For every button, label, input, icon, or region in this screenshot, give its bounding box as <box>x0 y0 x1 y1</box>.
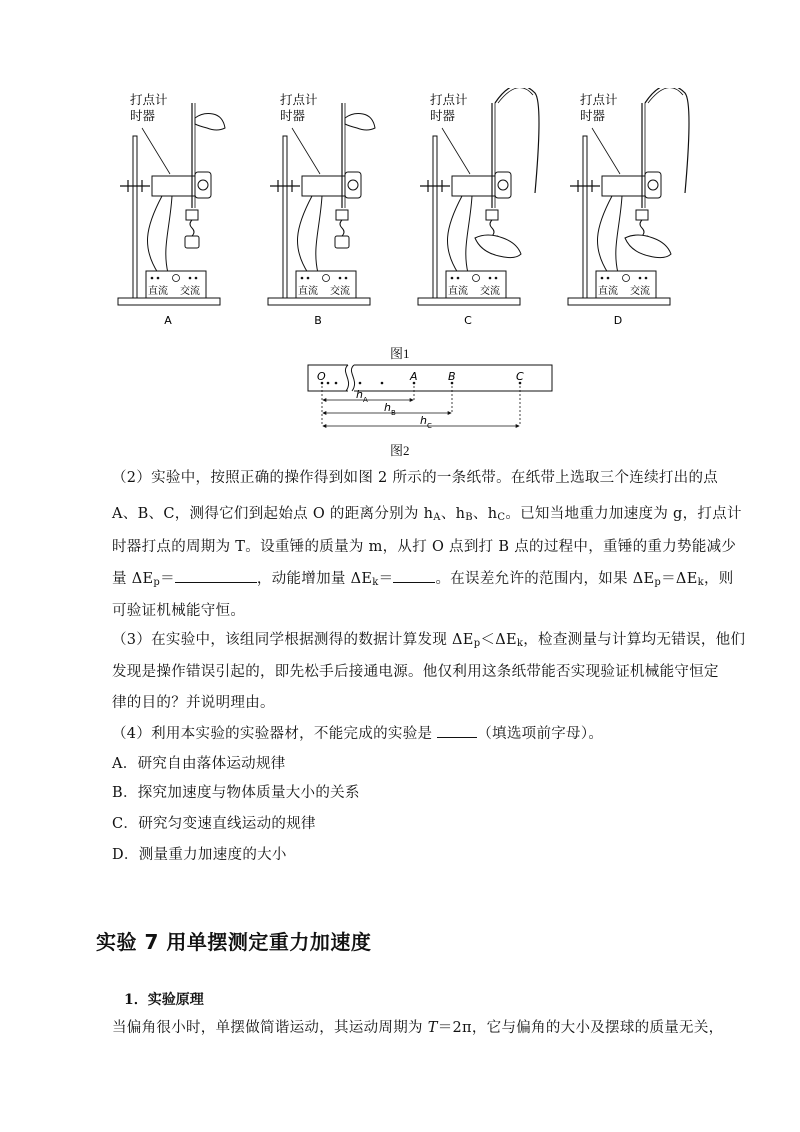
wire <box>616 196 622 273</box>
q3-line-3: 律的目的？并说明理由。 <box>112 695 275 711</box>
hand-top <box>195 114 225 131</box>
tape-edge-left <box>308 365 348 391</box>
timer-side <box>195 172 211 198</box>
tape-dot <box>381 382 384 385</box>
wire <box>597 196 612 273</box>
tape-loop-edge <box>498 88 533 103</box>
clamp <box>270 180 300 192</box>
power-terminal <box>639 277 642 280</box>
label-ha-sub: A <box>363 396 368 404</box>
power-terminal <box>457 277 460 280</box>
timer-side <box>645 172 661 198</box>
stand-rod <box>433 136 437 298</box>
section-title: 实验 7 用单摆测定重力加速度 <box>96 930 372 954</box>
device-label: 打点计 <box>430 92 468 107</box>
tape-point-label: B <box>448 370 456 383</box>
tape-point-label: O <box>317 370 326 383</box>
dc-label: 直流 <box>148 286 168 297</box>
weight-clip <box>486 210 498 220</box>
stand-rod <box>583 136 587 298</box>
label-hc-sub: C <box>427 422 432 430</box>
label-hc: h <box>420 414 427 427</box>
weight-hook <box>340 220 344 236</box>
power-terminal <box>607 277 610 280</box>
tape-dot <box>335 382 338 385</box>
stand-base <box>418 298 520 305</box>
hand-bottom <box>475 235 521 258</box>
q3-line-1: （3）在实验中，该组同学根据测得的数据计算发现 $\Delta E_p<\Delta E_k$，检查测量与计算均无错误，他们 <box>112 632 746 649</box>
weight-hook <box>640 220 644 236</box>
q2-line-4: 量 $\Delta E_p=$ ，动能增加量 $\Delta E_k=$ 。在误差允许的范围内，如果 $\Delta E_p=\Delta E_k$，则 <box>112 567 734 588</box>
clamp <box>120 180 150 192</box>
q4-option-d: D．测量重力加速度的大小 <box>112 847 287 863</box>
timer-side <box>345 172 361 198</box>
figure-2-tape <box>300 360 560 435</box>
power-terminal <box>645 277 648 280</box>
q4-option-b: B．探究加速度与物体质量大小的关系 <box>112 785 360 801</box>
weight <box>185 236 199 248</box>
tape-point-label: A <box>410 370 418 383</box>
device-label: 打点计 <box>580 92 618 107</box>
q3-line-2: 发现是操作错误引起的，即先松手后接通电源。他仅利用这条纸带能否实现验证机械能守恒定 <box>112 664 719 680</box>
tape-dot <box>359 382 362 385</box>
power-terminal <box>339 277 342 280</box>
weight-clip <box>636 210 648 220</box>
clamp <box>570 180 600 192</box>
figure-1-caption: 图1 <box>390 346 410 361</box>
label-pointer <box>442 128 470 174</box>
panel-letter: C <box>464 314 472 327</box>
answer-blank-q4[interactable] <box>437 723 477 739</box>
weight-clip <box>186 210 198 220</box>
apparatus-panel <box>268 92 375 327</box>
power-terminal <box>151 277 154 280</box>
stand-rod <box>133 136 137 298</box>
stand-base <box>268 298 370 305</box>
stand-base <box>118 298 220 305</box>
hand-bottom <box>625 235 671 258</box>
figure-2-caption: 图2 <box>390 443 410 458</box>
stand-rod <box>283 136 287 298</box>
label-hb-sub: B <box>391 409 396 417</box>
wire <box>316 196 322 273</box>
timer-side <box>495 172 511 198</box>
hand-top <box>345 114 375 131</box>
q4-stem: （4）利用本实验的实验器材，不能完成的实验是 （填选项前字母）。 <box>112 722 603 743</box>
panel-letter: A <box>164 314 172 327</box>
q4-option-c: C．研究匀变速直线运动的规律 <box>112 816 316 832</box>
power-terminal <box>451 277 454 280</box>
ac-label: 交流 <box>480 286 500 297</box>
weight <box>335 236 349 248</box>
answer-blank-ep[interactable] <box>175 568 257 584</box>
power-terminal <box>601 277 604 280</box>
label-hb: h <box>384 401 391 414</box>
wire <box>147 196 162 273</box>
figure-1-apparatus <box>100 88 700 338</box>
weight-clip <box>336 210 348 220</box>
stand-base <box>568 298 670 305</box>
device-label: 时器 <box>580 108 606 123</box>
ac-label: 交流 <box>180 286 200 297</box>
power-terminal <box>345 277 348 280</box>
dc-label: 直流 <box>298 286 318 297</box>
label-pointer <box>592 128 620 174</box>
power-terminal <box>189 277 192 280</box>
clamp <box>420 180 450 192</box>
device-label: 时器 <box>430 108 456 123</box>
device-label: 时器 <box>130 108 156 123</box>
wire <box>466 196 472 273</box>
apparatus-panel <box>418 88 539 327</box>
apparatus-panel <box>118 92 225 327</box>
wire <box>297 196 312 273</box>
power-terminal <box>301 277 304 280</box>
power-terminal <box>307 277 310 280</box>
section-body: 当偏角很小时，单摆做简谐运动，其运动周期为 T＝2π，它与偏角的大小及摆球的质量无关， <box>112 1020 724 1036</box>
dc-label: 直流 <box>448 286 468 297</box>
tape-dot <box>327 382 330 385</box>
tape-break <box>345 365 354 391</box>
q4-option-a: A．研究自由落体运动规律 <box>112 756 286 772</box>
power-terminal <box>157 277 160 280</box>
device-label: 打点计 <box>130 92 168 107</box>
tape-point-label: C <box>516 370 524 383</box>
panel-letter: D <box>613 314 623 327</box>
q2-line-2: A、B、C，测得它们到起始点 O 的距离分别为 $h_A$、$h_B$、$h_C$。已知当地重力加速度为 g，打点计 <box>112 506 742 523</box>
power-terminal <box>195 277 198 280</box>
wire <box>166 196 172 273</box>
panel-letter: B <box>314 314 322 327</box>
tape-loop-edge <box>648 88 683 103</box>
wire <box>447 196 462 273</box>
label-ha: h <box>356 388 363 401</box>
q2-line-1: （2）实验中，按照正确的操作得到如图 2 所示的一条纸带。在纸带上选取三个连续打出的点 <box>112 470 719 486</box>
section-subtitle: 1．实验原理 <box>124 992 204 1008</box>
q2-line-3: 时器打点的周期为 T。设重锤的质量为 m，从打 O 点到打 B 点的过程中，重锤的重力势能减少 <box>112 539 737 555</box>
label-pointer <box>292 128 320 174</box>
q2-line-5: 可验证机械能守恒。 <box>112 603 246 619</box>
power-terminal <box>495 277 498 280</box>
ac-label: 交流 <box>630 286 650 297</box>
answer-blank-ek[interactable] <box>393 568 435 584</box>
weight-hook <box>190 220 194 236</box>
device-label: 时器 <box>280 108 306 123</box>
dc-label: 直流 <box>598 286 618 297</box>
label-pointer <box>142 128 170 174</box>
weight-hook <box>490 220 494 236</box>
device-label: 打点计 <box>280 92 318 107</box>
apparatus-panel <box>568 88 689 327</box>
power-terminal <box>489 277 492 280</box>
ac-label: 交流 <box>330 286 350 297</box>
